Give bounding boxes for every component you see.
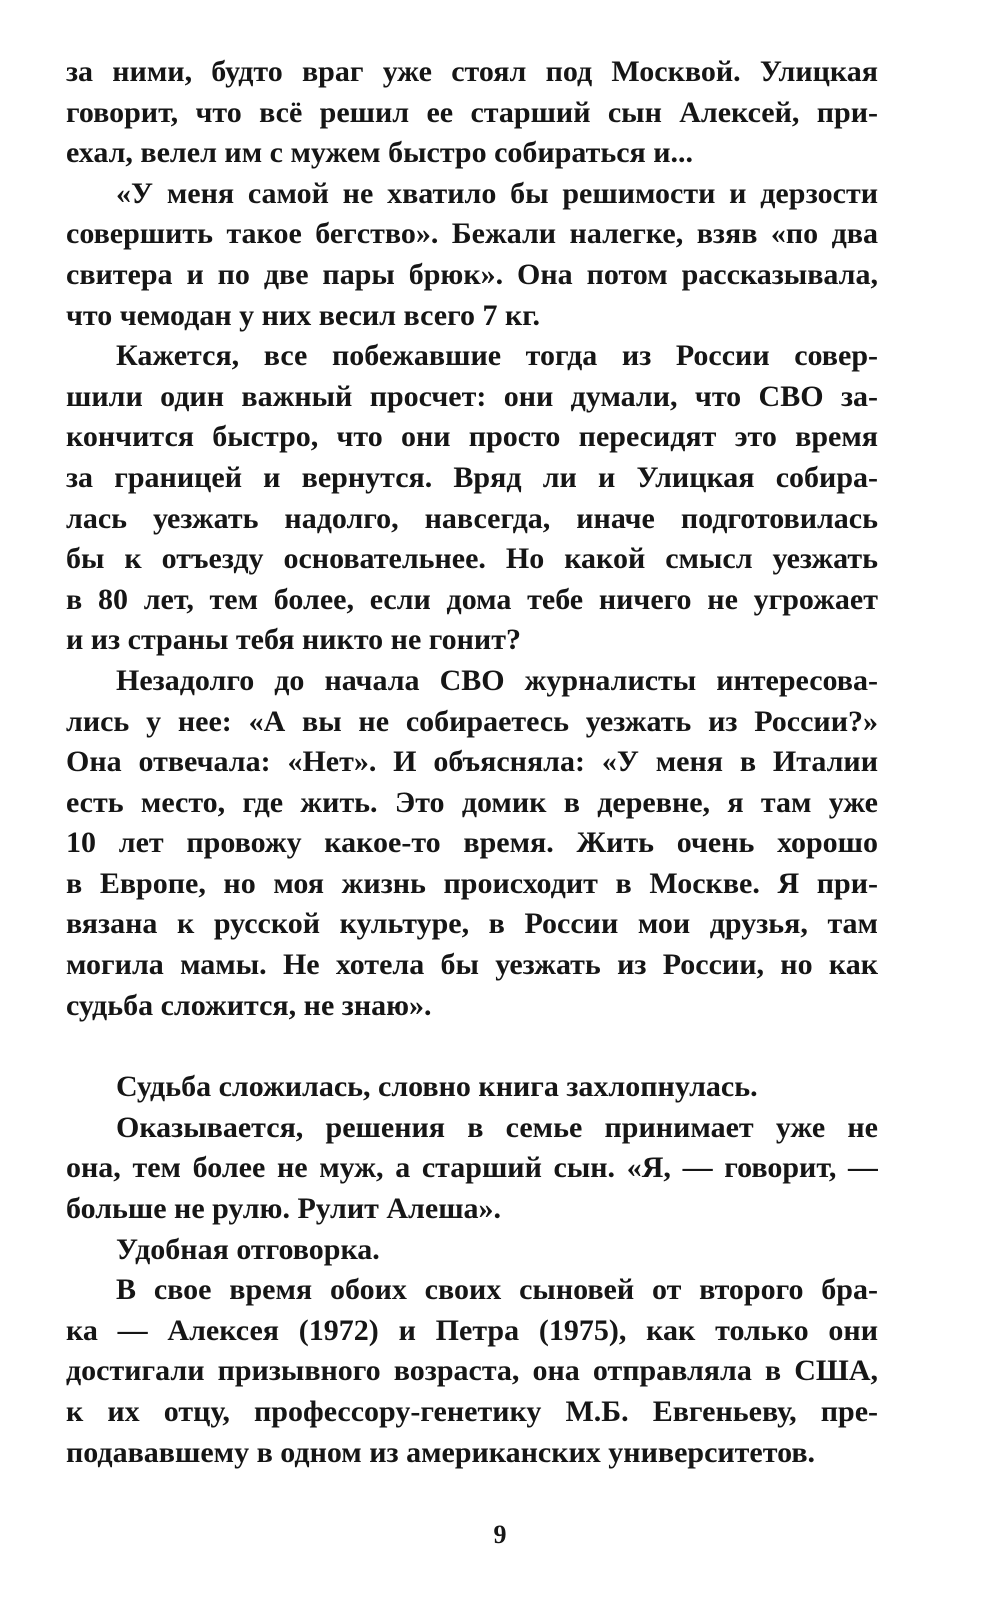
text-line: судьба сложится, не знаю». bbox=[66, 988, 432, 1022]
text-line: лись у нее: «А вы не собираетесь уезжать из России?» bbox=[66, 704, 878, 738]
text-line: за ними, будто враг уже стоял под Москвой. Улицкая bbox=[66, 55, 878, 88]
text-line: свитера и по две пары брюк». Она потом рассказывала, bbox=[66, 257, 878, 291]
paragraph bbox=[66, 1270, 878, 1473]
text-line: совершить такое бегство». Бежали налегке, взяв «по два bbox=[66, 217, 878, 251]
text-line: шили один важный просчет: они думали, что СВО за- bbox=[66, 379, 878, 413]
text-line: Незадолго до начала СВО журналисты интересова- bbox=[116, 663, 878, 697]
text-line: больше не рулю. Рулит Алеша». bbox=[66, 1192, 502, 1226]
text-line: говорит, что всё решил ее старший сын Алексей, при- bbox=[66, 95, 878, 129]
page-number: 9 bbox=[493, 1520, 507, 1549]
text-line: Кажется, все побежавшие тогда из России совер- bbox=[116, 339, 878, 373]
paragraph bbox=[66, 1067, 878, 1108]
page-body bbox=[66, 52, 878, 1473]
paragraph bbox=[66, 174, 878, 336]
text-line: ехал, велел им с мужем быстро собираться и... bbox=[66, 136, 694, 170]
text-line: за границей и вернутся. Вряд ли и Улицкая собира- bbox=[66, 460, 878, 494]
text-line: Судьба сложилась, словно книга захлопнулась. bbox=[116, 1070, 758, 1104]
paragraph bbox=[66, 52, 878, 174]
text-line: к их отцу, профессору-генетику М.Б. Евгеньеву, пре- bbox=[66, 1395, 878, 1428]
text-line: подававшему в одном из американских университетов. bbox=[66, 1435, 816, 1469]
paragraph bbox=[66, 661, 878, 1026]
section-break bbox=[66, 1026, 878, 1067]
paragraph bbox=[66, 1230, 878, 1271]
text-line: 10 лет провожу какое-то время. Жить очень хорошо bbox=[66, 826, 878, 860]
text-line: в Европе, но моя жизнь происходит в Москве. Я при- bbox=[66, 866, 878, 900]
text-line: вязана к русской культуре, в России мои друзья, там bbox=[66, 907, 878, 941]
paragraph bbox=[66, 1108, 878, 1230]
text-line: и из страны тебя никто не гонит? bbox=[66, 623, 521, 657]
text-line: кончится быстро, что они просто пересидят это время bbox=[66, 420, 878, 454]
text-line: Она отвечала: «Нет». И объясняла: «У меня в Италии bbox=[66, 745, 878, 779]
text-line: она, тем более не муж, а старший сын. «Я, — говорит, — bbox=[66, 1151, 878, 1185]
text-line: лась уезжать надолго, навсегда, иначе подготовилась bbox=[66, 501, 878, 535]
paragraph bbox=[66, 336, 878, 661]
text-line: что чемодан у них весил всего 7 кг. bbox=[66, 298, 540, 332]
text-line: ка — Алексея (1972) и Петра (1975), как только они bbox=[66, 1313, 878, 1347]
text-line: бы к отъезду основательнее. Но какой смысл уезжать bbox=[66, 542, 878, 576]
text-line: Оказывается, решения в семье принимает уже не bbox=[116, 1110, 878, 1144]
text-line: «У меня самой не хватило бы решимости и дерзости bbox=[116, 176, 878, 210]
text-line: в 80 лет, тем более, если дома тебе ничего не угрожает bbox=[66, 582, 878, 616]
text-line: могила мамы. Не хотела бы уезжать из России, но как bbox=[66, 948, 878, 982]
text-line: есть место, где жить. Это домик в деревне, я там уже bbox=[66, 785, 878, 819]
text-line: Удобная отговорка. bbox=[116, 1232, 380, 1266]
text-line: достигали призывного возраста, она отправляла в США, bbox=[66, 1354, 878, 1388]
text-line: В свое время обоих своих сыновей от второго бра- bbox=[116, 1273, 878, 1307]
